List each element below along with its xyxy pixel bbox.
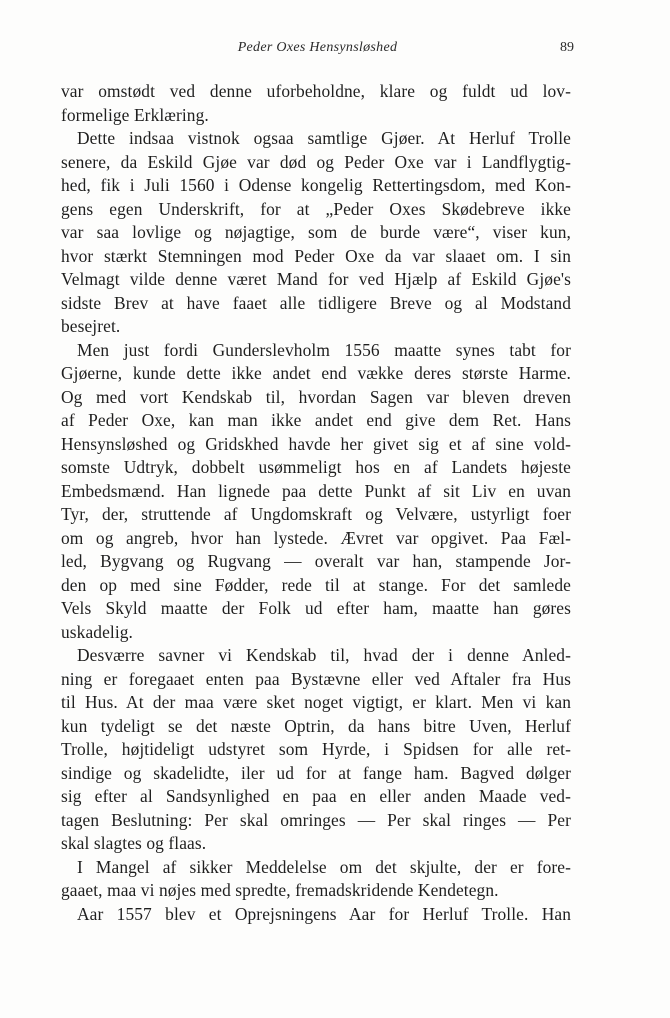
text-line: besejret. [61,316,121,336]
body-text [61,80,571,926]
text-line: Hensynsløshed og Gridskhed havde her givet sig et af sine vold- [61,433,571,454]
text-line: gens egen Underskrift, for at „Peder Oxes Skødebreve ikke [61,198,571,219]
text-line: af Peder Oxe, kan man ikke andet end give dem Ret. Hans [61,410,571,430]
page-header [61,40,574,60]
text-line: om og angreb, hvor han lystede. Ævret var opgivet. Paa Fæl- [61,527,571,548]
text-line: Dette indsaa vistnok ogsaa samtlige Gjøer. At Herluf Trolle [77,128,571,148]
text-line: Gjøerne, kunde dette ikke andet end vække deres største Harme. [61,363,571,383]
text-line: sindige og skadelidte, iler ud for at fange ham. Bagved dølger [61,762,571,783]
text-line: hed, fik i Juli 1560 i Odense kongelig Rettertingsdom, med Kon- [61,175,571,195]
text-line: Velmagt vilde denne været Mand for ved Hjælp af Eskild Gjøe's [61,269,571,289]
page-number: 89 [560,40,574,55]
text-line: kun tydeligt se det næste Optrin, da hans bitre Uven, Herluf [61,715,571,736]
text-line: sig efter al Sandsynlighed en paa en eller anden Maade ved- [61,786,571,806]
text-line: I Mangel af sikker Meddelelse om det skjulte, der er fore- [77,856,571,877]
text-line: somste Udtryk, dobbelt usømmeligt hos en af Landets højeste [61,457,571,477]
text-line: Tyr, der, struttende af Ungdomskraft og Velvære, ustyrligt foer [61,504,571,524]
text-line: Aar 1557 blev et Oprejsningens Aar for Herluf Trolle. Han [77,903,571,924]
text-line: ning er foregaaet enten paa Bystævne eller ved Aftaler fra Hus [61,668,571,689]
text-line: skal slagtes og flaas. [61,833,207,853]
text-line: Vels Skyld maatte der Folk ud efter ham, maatte han gøres [61,598,571,618]
text-line: Desværre savner vi Kendskab til, hvad der i denne Anled- [77,645,571,665]
text-line: formelige Erklæring. [61,104,209,125]
text-line: Og med vort Kendskab til, hvordan Sagen var bleven dreven [61,386,571,407]
text-line: led, Bygvang og Rugvang — overalt var han, stampende Jor- [61,551,571,571]
text-line: var saa lovlige og nøjagtige, som de burde være“, viser kun, [61,222,571,242]
text-line: sidste Brev at have faaet alle tidligere Breve og al Modstand [61,292,571,313]
text-line: senere, da Eskild Gjøe var død og Peder Oxe var i Landflygtig- [61,151,571,172]
text-line: uskadelig. [61,621,133,642]
text-line: til Hus. At der maa være sket noget vigtigt, er klart. Men vi kan [61,692,571,712]
text-line: Men just fordi Gunderslevholm 1556 maatte synes tabt for [77,339,571,360]
text-line: tagen Beslutning: Per skal omringes — Per skal ringes — Per [61,809,571,830]
text-line: var omstødt ved denne uforbeholdne, klare og fuldt ud lov- [61,81,571,101]
text-line: den op med sine Fødder, rede til at stange. For det samlede [61,574,571,595]
running-head: Peder Oxes Hensynsløshed [237,40,398,55]
text-line: Trolle, højtideligt udstyret som Hyrde, i Spidsen for alle ret- [61,739,571,759]
text-line: hvor stærkt Stemningen mod Peder Oxe da var slaaet om. I sin [61,245,571,266]
text-line: gaaet, maa vi nøjes med spredte, fremadskridende Kendetegn. [61,880,499,900]
text-line: Embedsmænd. Han lignede paa dette Punkt af sit Liv en uvan [61,480,571,501]
